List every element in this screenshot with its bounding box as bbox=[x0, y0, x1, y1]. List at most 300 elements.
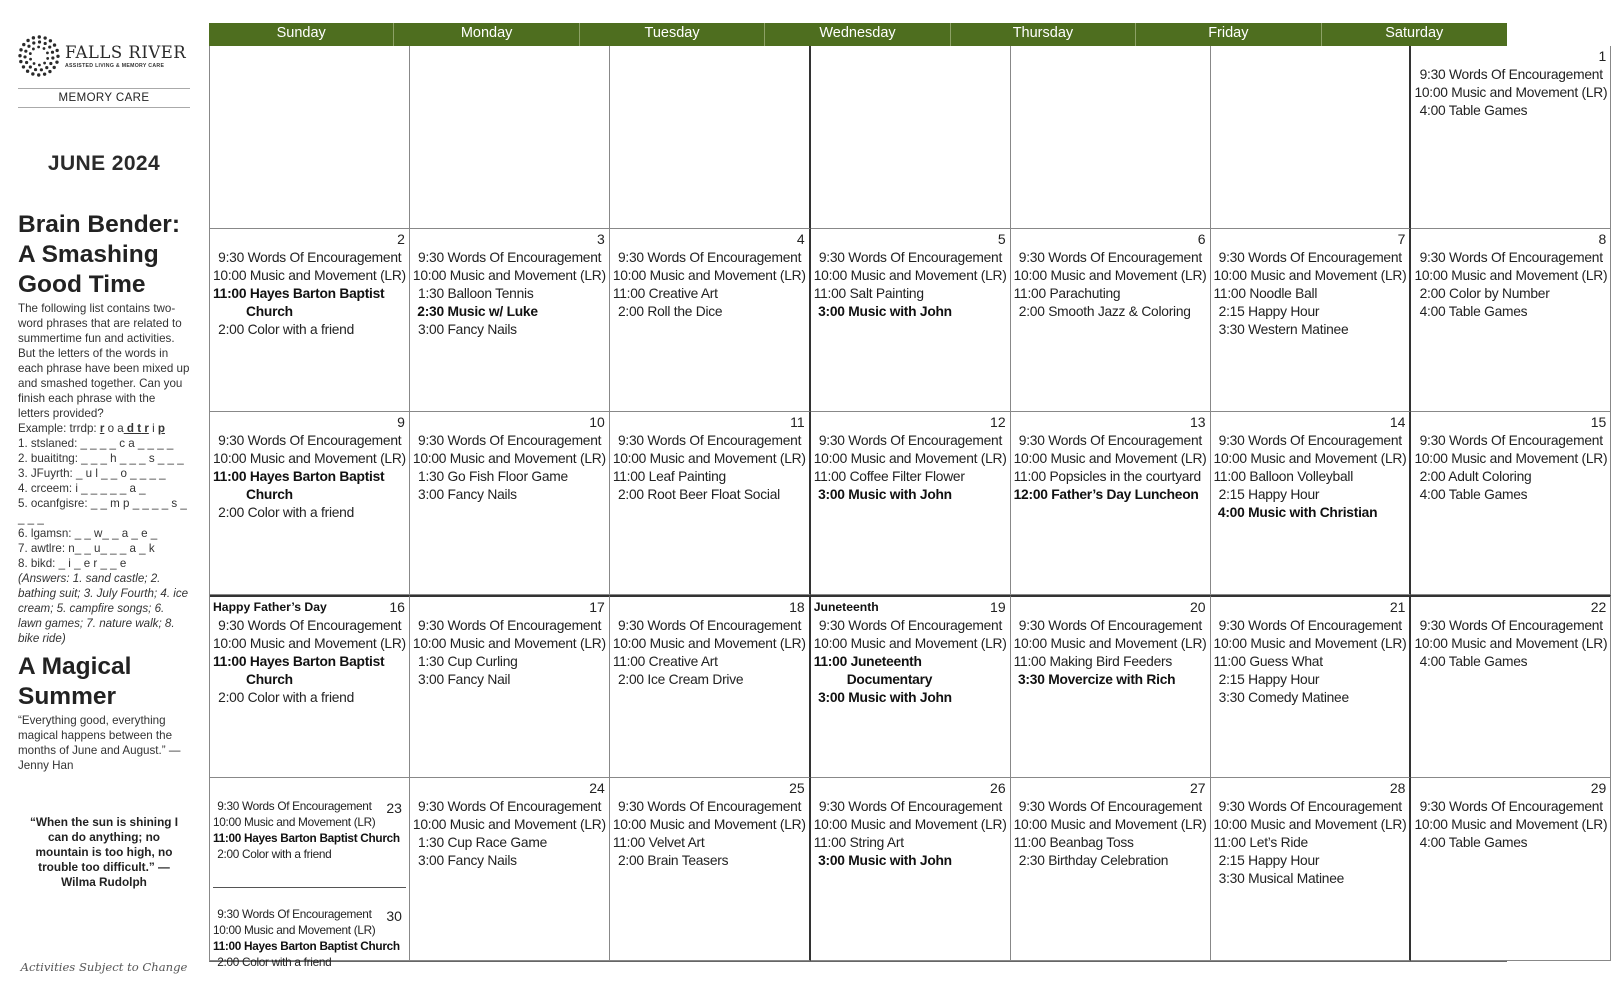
event-name: Let’s Ride bbox=[1245, 835, 1308, 850]
calendar-event bbox=[1414, 303, 1607, 321]
day-cell-top[interactable] bbox=[213, 798, 406, 888]
event-name: Table Games bbox=[1445, 304, 1528, 319]
event-time: 11:00 bbox=[1013, 469, 1046, 484]
event-time: 11:00 bbox=[813, 654, 847, 669]
day-cell[interactable] bbox=[610, 778, 811, 961]
event-name: Words Of Encouragement bbox=[1445, 250, 1603, 265]
event-name: Music with Christian bbox=[1244, 505, 1378, 520]
event-list bbox=[1414, 617, 1607, 671]
event-name: Music and Movement (LR) bbox=[646, 817, 806, 832]
event-name: Words Of Encouragement bbox=[643, 250, 802, 265]
event-time: 11:00 bbox=[813, 469, 846, 484]
event-time: 11:00 bbox=[1213, 835, 1246, 850]
event-time: 10:00 bbox=[612, 268, 647, 283]
day-cell[interactable] bbox=[610, 595, 811, 778]
event-name: Fancy Nail bbox=[443, 672, 511, 687]
event-name: Adult Coloring bbox=[1445, 469, 1532, 484]
calendar-event bbox=[1014, 249, 1207, 267]
event-list bbox=[1014, 617, 1207, 689]
day-cell[interactable] bbox=[210, 778, 410, 969]
event-name: Words Of Encouragement bbox=[1445, 799, 1603, 814]
event-name: Happy Hour bbox=[1244, 304, 1320, 319]
event-name: Color with a friend bbox=[239, 847, 332, 861]
event-time: 4:00 bbox=[1419, 304, 1446, 319]
day-cell[interactable] bbox=[210, 412, 410, 595]
event-name: Music and Movement (LR) bbox=[1447, 636, 1608, 651]
event-name: Music w/ Luke bbox=[443, 304, 538, 319]
calendar-event bbox=[213, 267, 406, 285]
event-name: Happy Hour bbox=[1244, 487, 1320, 502]
day-cell[interactable] bbox=[811, 595, 1011, 778]
example-prefix: Example: trrdp: bbox=[18, 422, 100, 435]
event-name: Music and Movement (LR) bbox=[241, 923, 376, 937]
magical-summer-quote: “Everything good, everything magical happens between the months of June and August.” —Jenny Han bbox=[18, 714, 181, 772]
event-name: String Art bbox=[845, 835, 904, 850]
event-name: Table Games bbox=[1445, 103, 1528, 118]
event-time: 9:30 bbox=[1018, 433, 1045, 448]
event-name: Hayes Barton Baptist Church bbox=[241, 831, 400, 845]
event-time: 2:00 bbox=[218, 690, 244, 705]
day-number: 7 bbox=[1397, 231, 1406, 247]
event-list bbox=[413, 432, 606, 504]
event-time: 3:30 bbox=[1218, 871, 1245, 886]
event-list bbox=[1014, 249, 1207, 321]
day-cell[interactable] bbox=[1011, 229, 1211, 412]
event-list bbox=[1414, 249, 1607, 321]
event-time: 4:00 bbox=[1419, 103, 1446, 118]
day-number: 5 bbox=[997, 231, 1006, 247]
calendar-event bbox=[613, 450, 806, 468]
calendar-event bbox=[1414, 66, 1607, 84]
day-number: 16 bbox=[389, 599, 405, 615]
example-letter: a bbox=[117, 422, 124, 435]
event-time: 10:00 bbox=[612, 451, 647, 466]
event-name: Hayes Barton Baptist bbox=[246, 469, 385, 484]
event-time: 9:30 bbox=[818, 433, 845, 448]
event-time: 10:00 bbox=[1213, 636, 1247, 651]
weekday-saturday: Saturday bbox=[1385, 25, 1444, 41]
event-time: 10:00 bbox=[213, 636, 247, 651]
example-letters bbox=[100, 422, 165, 435]
example-letter: o bbox=[104, 422, 118, 435]
calendar-event bbox=[613, 486, 806, 504]
event-time: 11:00 bbox=[1213, 286, 1246, 301]
day-cell[interactable] bbox=[1211, 412, 1412, 595]
calendar-event bbox=[814, 486, 1007, 504]
event-list bbox=[213, 432, 406, 522]
day-cell[interactable] bbox=[610, 412, 811, 595]
day-number: 10 bbox=[589, 414, 605, 430]
event-time: 11:00 bbox=[213, 286, 247, 301]
brain-bender-body bbox=[18, 301, 190, 646]
day-number: 27 bbox=[1189, 780, 1206, 796]
event-time: 3:00 bbox=[418, 322, 444, 337]
day-cell[interactable] bbox=[1211, 229, 1412, 412]
event-time: 11:00 bbox=[1013, 654, 1046, 669]
calendar-event bbox=[213, 321, 406, 339]
event-time: 9:30 bbox=[218, 618, 244, 633]
day-cell[interactable] bbox=[1011, 46, 1211, 229]
calendar-event bbox=[1214, 852, 1407, 870]
day-cell[interactable] bbox=[1411, 229, 1611, 412]
event-list bbox=[613, 432, 806, 504]
event-name: Music and Movement (LR) bbox=[1447, 817, 1608, 832]
weekday-wednesday: Wednesday bbox=[765, 23, 950, 46]
day-cell[interactable] bbox=[1011, 778, 1211, 961]
event-list bbox=[413, 617, 606, 689]
event-name: Creative Art bbox=[645, 654, 718, 669]
event-name: Coffee Filter Flower bbox=[845, 469, 965, 484]
calendar-event bbox=[1214, 689, 1407, 707]
calendar-event bbox=[1214, 249, 1407, 267]
event-time: 9:30 bbox=[1018, 799, 1045, 814]
day-cell[interactable] bbox=[610, 229, 811, 412]
calendar-event bbox=[1014, 852, 1207, 870]
day-number: 15 bbox=[1590, 414, 1607, 430]
event-time: 2:00 bbox=[217, 847, 239, 861]
event-time: 10:00 bbox=[1213, 817, 1247, 832]
calendar-event bbox=[1214, 671, 1407, 689]
month-title: JUNE 2024 bbox=[47, 152, 161, 175]
calendar-event bbox=[1414, 249, 1607, 267]
event-name: Words Of Encouragement bbox=[1044, 618, 1202, 633]
calendar-event bbox=[413, 653, 606, 671]
event-name: Brain Teasers bbox=[643, 853, 729, 868]
calendar-event bbox=[413, 450, 606, 468]
calendar-event bbox=[1014, 834, 1207, 852]
event-time: 9:30 bbox=[818, 250, 845, 265]
calendar-event bbox=[1414, 816, 1607, 834]
event-time: 9:30 bbox=[818, 618, 845, 633]
calendar-event bbox=[413, 852, 606, 870]
puzzle-item: 2. buaititng: _ _ _ h _ _ _ s _ _ _ bbox=[18, 452, 184, 465]
calendar-event bbox=[1014, 432, 1207, 450]
event-list bbox=[1214, 617, 1407, 707]
event-time: 11:00 bbox=[612, 469, 646, 484]
day-cell[interactable] bbox=[811, 229, 1011, 412]
day-number: 8 bbox=[1598, 231, 1607, 247]
event-time: 9:30 bbox=[1419, 618, 1446, 633]
event-time: 9:30 bbox=[1018, 250, 1045, 265]
example-letter: r bbox=[99, 422, 105, 435]
event-list bbox=[413, 798, 606, 870]
calendar-event bbox=[1014, 653, 1207, 671]
event-time: 9:30 bbox=[418, 799, 444, 814]
calendar-event bbox=[613, 852, 806, 870]
event-time: 9:30 bbox=[418, 250, 444, 265]
event-name: Beanbag Toss bbox=[1045, 835, 1134, 850]
event-time: 9:30 bbox=[418, 433, 444, 448]
event-name: Father’s Day Luncheon bbox=[1047, 487, 1199, 502]
event-name: Words Of Encouragement bbox=[443, 250, 602, 265]
day-cell[interactable] bbox=[610, 46, 811, 229]
calendar-event bbox=[613, 249, 806, 267]
weekday-sunday: Sunday bbox=[209, 23, 394, 46]
day-cell[interactable] bbox=[1411, 778, 1611, 961]
event-time: 11:00 bbox=[1213, 654, 1246, 669]
event-time: 9:30 bbox=[1218, 250, 1245, 265]
event-name: Words Of Encouragement bbox=[844, 799, 1003, 814]
calendar-event bbox=[213, 922, 406, 938]
calendar-event bbox=[1214, 617, 1407, 635]
day-cell[interactable] bbox=[1411, 412, 1611, 595]
event-name: Music and Movement (LR) bbox=[1447, 451, 1608, 466]
calendar-event bbox=[413, 321, 606, 339]
event-name-continued: Church bbox=[246, 487, 293, 502]
event-name: Music and Movement (LR) bbox=[1447, 85, 1608, 100]
calendar-event bbox=[1214, 450, 1407, 468]
event-time: 2:15 bbox=[1218, 853, 1245, 868]
calendar-event bbox=[613, 635, 806, 653]
event-list bbox=[1214, 432, 1407, 522]
day-cell[interactable] bbox=[1011, 412, 1211, 595]
event-time: 10:00 bbox=[1414, 451, 1448, 466]
day-cell-bottom[interactable] bbox=[213, 906, 406, 970]
event-time: 2:15 bbox=[1218, 672, 1245, 687]
calendar-event bbox=[1414, 285, 1607, 303]
calendar-event bbox=[213, 830, 406, 846]
calendar-event bbox=[814, 468, 1007, 486]
day-cell[interactable] bbox=[811, 46, 1011, 229]
event-time: 2:15 bbox=[1218, 304, 1245, 319]
calendar-event bbox=[213, 798, 406, 814]
wilma-rudolph-quote: “When the sun is shining I can do anything; no mountain is too high, no trouble too difficult.” —Wilma Rudolph bbox=[29, 815, 179, 889]
event-list bbox=[213, 798, 406, 862]
calendar-event bbox=[814, 653, 1007, 689]
day-number: 21 bbox=[1389, 599, 1406, 615]
event-name: Color with a friend bbox=[239, 955, 332, 969]
day-cell[interactable] bbox=[210, 595, 410, 778]
day-cell[interactable] bbox=[410, 595, 610, 778]
calendar-event bbox=[1214, 432, 1407, 450]
event-time: 11:00 bbox=[213, 831, 242, 845]
calendar-event bbox=[213, 249, 406, 267]
event-list bbox=[1214, 798, 1407, 888]
event-time: 2:00 bbox=[617, 487, 644, 502]
magical-summer-title: A Magical Summer bbox=[18, 653, 132, 710]
event-time: 2:15 bbox=[1218, 487, 1245, 502]
event-time: 2:00 bbox=[617, 304, 644, 319]
event-list bbox=[814, 432, 1007, 504]
day-cell[interactable] bbox=[410, 412, 610, 595]
calendar-event bbox=[1214, 635, 1407, 653]
event-list bbox=[1014, 432, 1207, 504]
event-name: Words Of Encouragement bbox=[643, 433, 802, 448]
event-name: Words Of Encouragement bbox=[244, 433, 402, 448]
event-name: Music and Movement (LR) bbox=[847, 268, 1007, 283]
event-time: 1:30 bbox=[418, 654, 444, 669]
calendar-event bbox=[814, 834, 1007, 852]
event-time: 10:00 bbox=[813, 817, 847, 832]
event-time: 9:30 bbox=[818, 799, 845, 814]
calendar-event bbox=[413, 285, 606, 303]
calendar-event bbox=[213, 635, 406, 653]
event-name: Root Beer Float Social bbox=[643, 487, 780, 502]
event-name: Western Matinee bbox=[1244, 322, 1349, 337]
event-name: Music and Movement (LR) bbox=[1046, 636, 1207, 651]
example-letter: p bbox=[157, 422, 165, 435]
event-name: Table Games bbox=[1445, 487, 1528, 502]
day-cell[interactable] bbox=[1211, 46, 1412, 229]
event-name: Words Of Encouragement bbox=[844, 433, 1003, 448]
calendar-event bbox=[613, 798, 806, 816]
day-number: 30 bbox=[386, 908, 402, 924]
calendar-event bbox=[413, 816, 606, 834]
event-time: 10:00 bbox=[1213, 268, 1247, 283]
event-time: 10:00 bbox=[213, 451, 247, 466]
event-time: 9:30 bbox=[617, 250, 644, 265]
event-time: 2:00 bbox=[617, 672, 644, 687]
calendar-event bbox=[1414, 450, 1607, 468]
day-number: 1 bbox=[1598, 48, 1607, 64]
day-number: 11 bbox=[790, 414, 805, 430]
logo-name: FALLS RIVER bbox=[65, 42, 187, 62]
event-name: Music and Movement (LR) bbox=[446, 268, 606, 283]
day-cell[interactable] bbox=[1211, 778, 1412, 961]
calendar-event bbox=[413, 468, 606, 486]
day-number: 3 bbox=[597, 231, 605, 247]
calendar-event bbox=[1214, 486, 1407, 504]
day-number: 20 bbox=[1189, 599, 1206, 615]
event-name: Roll the Dice bbox=[643, 304, 723, 319]
event-time: 2:00 bbox=[218, 505, 244, 520]
day-cell[interactable] bbox=[210, 229, 410, 412]
event-time: 10:00 bbox=[412, 268, 447, 283]
calendar-event bbox=[1214, 816, 1407, 834]
calendar-event bbox=[1014, 617, 1207, 635]
calendar-event bbox=[213, 653, 406, 689]
event-name-continued: Documentary bbox=[846, 672, 933, 687]
calendar-event bbox=[613, 671, 806, 689]
event-name: Fancy Nails bbox=[443, 487, 517, 502]
event-time: 11:00 bbox=[612, 286, 646, 301]
calendar-event bbox=[1414, 798, 1607, 816]
day-cell[interactable] bbox=[1411, 46, 1611, 229]
day-number: 9 bbox=[397, 414, 405, 430]
day-number: 13 bbox=[1189, 414, 1206, 430]
event-name: Fancy Nails bbox=[443, 322, 517, 337]
calendar-event bbox=[413, 635, 606, 653]
puzzle-list bbox=[18, 436, 190, 571]
event-time: 12:00 bbox=[1013, 487, 1048, 502]
day-number: 29 bbox=[1590, 780, 1607, 796]
day-number: 17 bbox=[589, 599, 605, 615]
calendar-event bbox=[814, 689, 1007, 707]
event-time: 9:30 bbox=[617, 618, 644, 633]
event-name: Happy Hour bbox=[1244, 853, 1320, 868]
calendar-event bbox=[1014, 468, 1207, 486]
event-time: 10:00 bbox=[1414, 636, 1448, 651]
event-name: Hayes Barton Baptist bbox=[246, 654, 385, 669]
day-number: 24 bbox=[589, 780, 605, 796]
event-time: 10:00 bbox=[213, 815, 242, 829]
calendar-event bbox=[1014, 798, 1207, 816]
event-time: 10:00 bbox=[1414, 817, 1448, 832]
calendar-event bbox=[1414, 267, 1607, 285]
event-name: Music and Movement (LR) bbox=[847, 817, 1007, 832]
event-time: 10:00 bbox=[1013, 817, 1047, 832]
event-name: Music and Movement (LR) bbox=[246, 268, 406, 283]
event-name: Words Of Encouragement bbox=[443, 618, 602, 633]
day-cell[interactable] bbox=[210, 46, 410, 229]
calendar-event bbox=[413, 834, 606, 852]
event-time: 9:30 bbox=[1218, 618, 1245, 633]
brain-bender-intro: The following list contains two-word phrases that are related to summertime fun and activities. But the letters of the words in each phrase have been mixed up and smashed together. Can you finish each phrase with the letters provided? bbox=[18, 302, 190, 420]
event-name: Music with John bbox=[844, 690, 952, 705]
event-name: Cup Race Game bbox=[443, 835, 547, 850]
event-time: 11:00 bbox=[1013, 835, 1046, 850]
calendar-event bbox=[1214, 303, 1407, 321]
event-time: 11:00 bbox=[1213, 469, 1246, 484]
event-name: Music and Movement (LR) bbox=[646, 451, 806, 466]
day-cell[interactable] bbox=[410, 778, 610, 961]
logo-dots-icon bbox=[18, 35, 60, 77]
calendar-event bbox=[1014, 303, 1207, 321]
calendar-event bbox=[814, 450, 1007, 468]
day-cell[interactable] bbox=[1011, 595, 1211, 778]
calendar-event bbox=[613, 303, 806, 321]
event-name: Movercize with Rich bbox=[1044, 672, 1176, 687]
event-name: Words Of Encouragement bbox=[244, 618, 402, 633]
day-cell[interactable] bbox=[410, 229, 610, 412]
event-name: Guess What bbox=[1245, 654, 1323, 669]
event-name: Music with John bbox=[844, 853, 952, 868]
calendar-event bbox=[213, 689, 406, 707]
calendar-event bbox=[1014, 486, 1207, 504]
calendar-event bbox=[413, 671, 606, 689]
event-time: 11:00 bbox=[813, 286, 846, 301]
calendar-event bbox=[1414, 468, 1607, 486]
event-name: Music and Movement (LR) bbox=[646, 636, 806, 651]
calendar-event bbox=[814, 267, 1007, 285]
calendar-event bbox=[413, 267, 606, 285]
calendar-event bbox=[213, 846, 406, 862]
day-cell[interactable] bbox=[410, 46, 610, 229]
day-number: 19 bbox=[990, 599, 1006, 615]
event-time: 2:30 bbox=[417, 304, 444, 319]
calendar-event bbox=[1414, 834, 1607, 852]
calendar-event bbox=[1014, 285, 1207, 303]
weekday-friday: Friday bbox=[1136, 23, 1321, 46]
event-time: 3:30 bbox=[1218, 322, 1245, 337]
puzzle-item: 6. lgamsn: _ _ w_ _ a _ e _ bbox=[18, 527, 158, 540]
calendar-event bbox=[1214, 834, 1407, 852]
event-time: 3:00 bbox=[818, 304, 845, 319]
event-name: Table Games bbox=[1445, 654, 1528, 669]
event-name: Color by Number bbox=[1445, 286, 1550, 301]
event-name: Juneteenth bbox=[847, 654, 922, 669]
event-time: 11:00 bbox=[612, 835, 646, 850]
calendar-event bbox=[1214, 285, 1407, 303]
event-list bbox=[814, 617, 1007, 707]
calendar-grid bbox=[209, 46, 1608, 969]
day-cell[interactable] bbox=[1211, 595, 1412, 778]
event-time: 10:00 bbox=[1013, 451, 1047, 466]
event-name: Music and Movement (LR) bbox=[446, 451, 606, 466]
event-time: 9:30 bbox=[217, 907, 239, 921]
calendar-event bbox=[213, 954, 406, 970]
weekday-tuesday: Tuesday bbox=[580, 23, 765, 46]
day-cell[interactable] bbox=[1411, 595, 1611, 778]
event-name: Music and Movement (LR) bbox=[246, 636, 406, 651]
day-number: 6 bbox=[1197, 231, 1206, 247]
day-cell[interactable] bbox=[811, 778, 1011, 961]
calendar-event bbox=[1414, 102, 1607, 120]
event-name: Music and Movement (LR) bbox=[446, 636, 606, 651]
day-cell[interactable] bbox=[811, 412, 1011, 595]
calendar-event bbox=[1214, 267, 1407, 285]
event-time: 11:00 bbox=[213, 469, 247, 484]
